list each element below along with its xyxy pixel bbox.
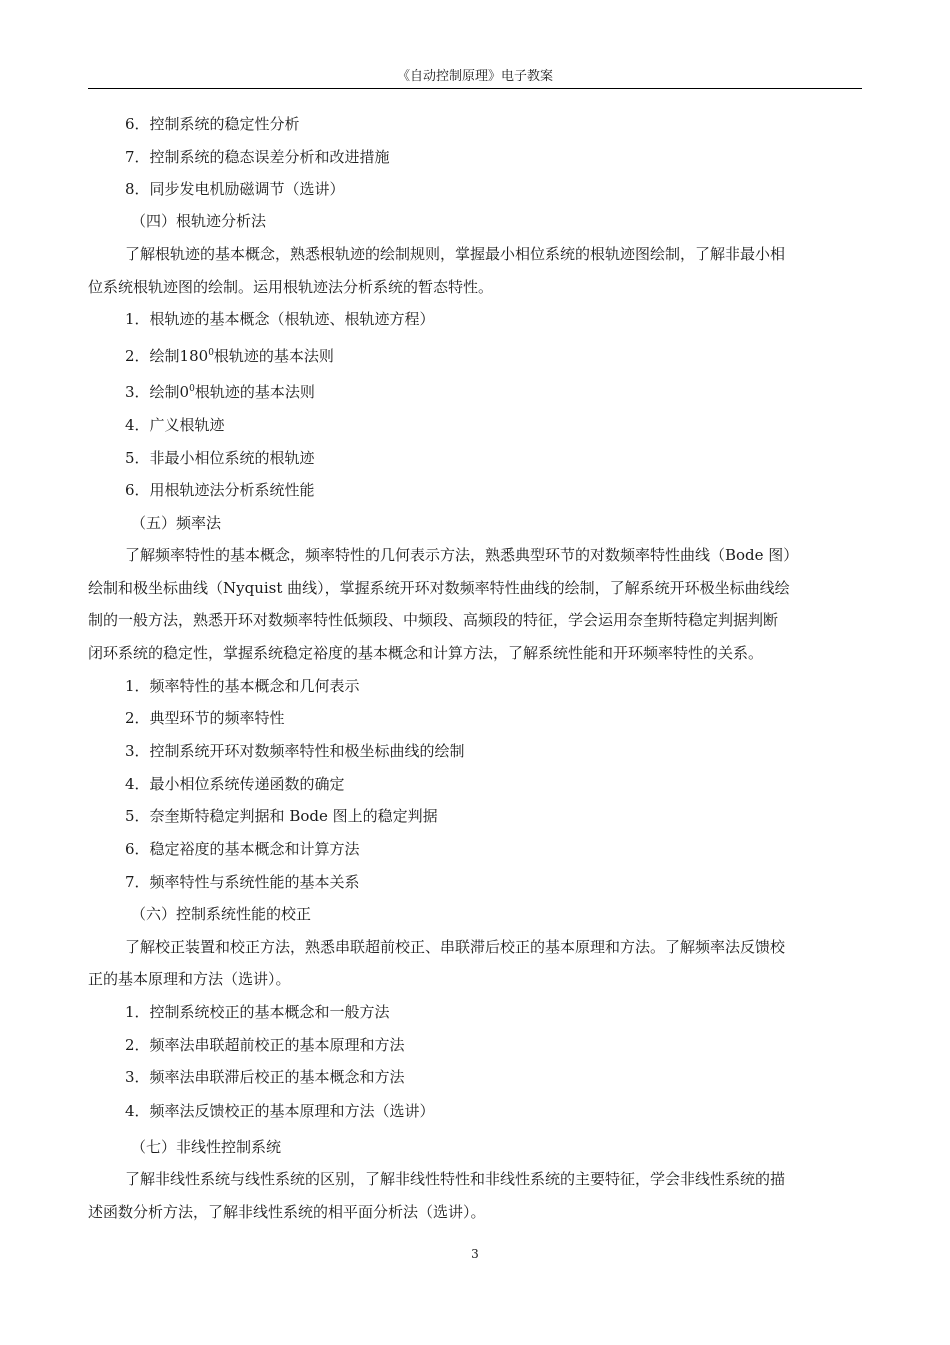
list-item: 7．控制系统的稳态误差分析和改进措施 [125,148,390,166]
item-suffix: 根轨迹的基本法则 [194,383,315,401]
angle-value: 180 [179,347,209,365]
list-item: 6．稳定裕度的基本概念和计算方法 [125,840,360,858]
list-item: 1．控制系统校正的基本概念和一般方法 [125,1003,390,1021]
list-item: 8．同步发电机励磁调节（选讲） [125,180,345,198]
paragraph-line: 闭环系统的稳定性，掌握系统稳定裕度的基本概念和计算方法，了解系统性能和开环频率特性的关系。 [88,644,764,662]
list-item: 1．频率特性的基本概念和几何表示 [125,677,360,695]
list-item: 6．控制系统的稳定性分析 [125,115,300,133]
degree-superscript: 0 [189,384,195,394]
list-item: 4．最小相位系统传递函数的确定 [125,775,345,793]
item-suffix: 根轨迹的基本法则 [213,347,334,365]
degree-superscript: 0 [208,348,214,358]
list-item: 2．频率法串联超前校正的基本原理和方法 [125,1036,405,1054]
list-item: 5．奈奎斯特稳定判据和 Bode 图上的稳定判据 [125,807,438,825]
section-heading-5: （五）频率法 [131,514,222,532]
paragraph-line: 了解根轨迹的基本概念，熟悉根轨迹的绘制规则，掌握最小相位系统的根轨迹图绘制，了解非最小相 [125,245,786,263]
section-heading-7: （七）非线性控制系统 [131,1138,282,1156]
paragraph-line: 绘制和极坐标曲线（Nyquist 曲线），掌握系统开环对数频率特性曲线的绘制，了解系统开环极坐标曲线绘 [88,579,790,597]
list-item: 3．控制系统开环对数频率特性和极坐标曲线的绘制 [125,742,465,760]
page-number: 3 [471,1247,479,1261]
paragraph-line: 正的基本原理和方法（选讲）。 [88,970,291,988]
page-header: 《自动控制原理》电子教案 [88,66,862,89]
list-item: 3．频率法串联滞后校正的基本概念和方法 [125,1068,405,1086]
paragraph-line: 了解非线性系统与线性系统的区别，了解非线性特性和非线性系统的主要特征，学会非线性系统的描 [125,1170,786,1188]
item-prefix: 3．绘制 [125,383,180,401]
paragraph-line: 位系统根轨迹图的绘制。运用根轨迹法分析系统的暂态特性。 [88,278,494,296]
item-prefix: 2．绘制 [125,347,180,365]
list-item [125,346,334,366]
paragraph-line: 了解校正装置和校正方法，熟悉串联超前校正、串联滞后校正的基本原理和方法。了解频率法反馈校 [125,938,786,956]
paragraph-line: 述函数分析方法，了解非线性系统的相平面分析法（选讲）。 [88,1203,486,1221]
list-item: 5．非最小相位系统的根轨迹 [125,449,315,467]
section-heading-6: （六）控制系统性能的校正 [131,905,312,923]
paragraph-line: 了解频率特性的基本概念，频率特性的几何表示方法，熟悉典型环节的对数频率特性曲线（Bode 图） [125,546,799,564]
list-item: 2．典型环节的频率特性 [125,709,285,727]
list-item: 1．根轨迹的基本概念（根轨迹、根轨迹方程） [125,310,435,328]
list-item: 7．频率特性与系统性能的基本关系 [125,873,360,891]
list-item: 6．用根轨迹法分析系统性能 [125,481,315,499]
paragraph-line: 制的一般方法，熟悉开环对数频率特性低频段、中频段、高频段的特征，学会运用奈奎斯特稳定判据判断 [88,611,779,629]
angle-value: 0 [179,383,190,401]
list-item: 4．广义根轨迹 [125,416,225,434]
list-item: 4．频率法反馈校正的基本原理和方法（选讲） [125,1102,435,1120]
section-heading-4: （四）根轨迹分析法 [131,212,267,230]
list-item [125,382,315,402]
